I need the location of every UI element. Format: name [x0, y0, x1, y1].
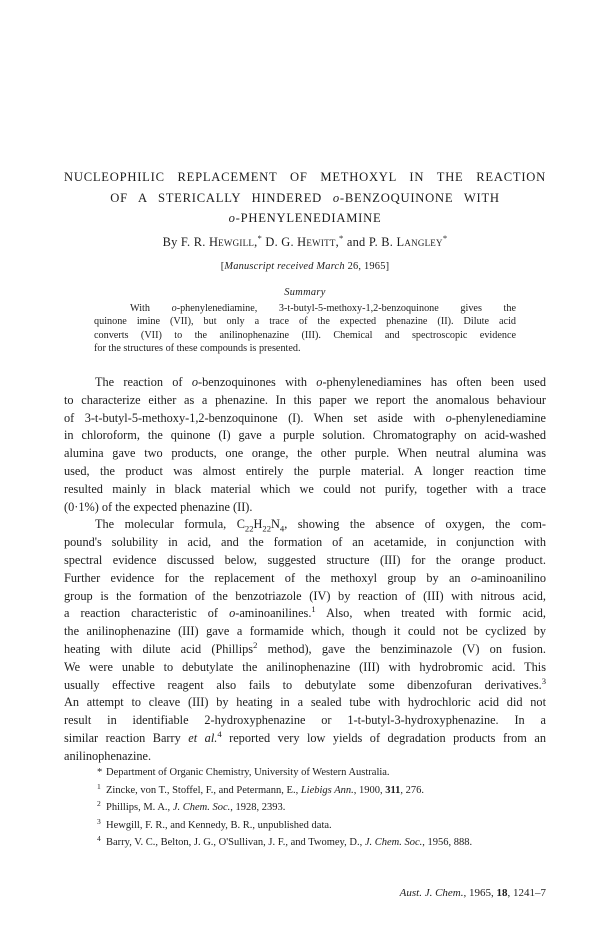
- text-run: Zincke, von T., Stoffel, F., and Petermann, E.,: [106, 784, 301, 796]
- superscript-ref: *: [338, 232, 344, 243]
- text-run: to characterize either as a phenazine. In this paper we report the anomalous behaviour: [64, 392, 546, 407]
- text-run: The molecular formula, C: [95, 517, 245, 532]
- title-line: [64, 188, 546, 209]
- body-line: [64, 641, 546, 659]
- superscript-ref: *: [257, 232, 263, 243]
- body-line: [64, 659, 546, 677]
- text-run: Department of Organic Chemistry, University of Western Australia.: [106, 767, 390, 778]
- text-run: Also, when treated with formic acid,: [315, 606, 546, 621]
- text-run: in chloroform, the quinone (I) gave a purple solution. Chromatography on acid-washed: [64, 428, 546, 443]
- text-run: , showing the absence of oxygen, the com-: [284, 517, 546, 532]
- text-run: , 1956, 888.: [422, 837, 473, 849]
- italic-text: o: [229, 606, 236, 621]
- text-run: OF A STERICALLY HINDERED: [110, 190, 333, 205]
- text-run: and: [343, 235, 369, 249]
- italic-text: o: [171, 303, 177, 314]
- text-run: -aminoanilino: [477, 570, 546, 585]
- italic-text: Liebigs Ann.: [300, 784, 354, 796]
- bold-text: 311: [385, 784, 401, 796]
- author-name: P. B. Langley: [368, 235, 443, 249]
- text-run: alumina gave two products, one orange, the other purple. When neutral alumina was: [64, 446, 546, 461]
- text-run: [: [220, 261, 225, 272]
- summary-line: [94, 315, 516, 328]
- text-run: , 1241–7: [507, 887, 546, 899]
- subscript-number: 22: [262, 523, 272, 534]
- text-run: quinone imine (VII), but only a trace of the expected phenazine (II). Dilute acid: [94, 316, 516, 328]
- body-line: [64, 392, 546, 410]
- footnote: [97, 817, 549, 835]
- text-run: spectral evidence discussed below, suggested structure (III) for the orange product.: [64, 552, 546, 567]
- text-run: , 1900,: [353, 784, 386, 796]
- body-line: [64, 552, 546, 570]
- italic-text: o: [316, 375, 323, 389]
- italic-text: o: [332, 190, 340, 205]
- summary-line: [94, 302, 516, 315]
- body-line: [64, 374, 546, 392]
- article-title: [64, 167, 546, 229]
- footnote: [97, 764, 549, 782]
- subscript-number: 22: [244, 523, 254, 534]
- text-run: NUCLEOPHILIC REPLACEMENT OF METHOXYL IN THE REACTION: [64, 170, 546, 184]
- summary-heading: [64, 286, 546, 300]
- italic-text: J. Chem. Soc.: [364, 837, 423, 849]
- text-run: The reaction of: [95, 375, 192, 389]
- body-line: [64, 445, 546, 463]
- superscript-ref: 3: [541, 675, 546, 686]
- footnote-marker: *: [97, 767, 103, 778]
- title-line: [64, 208, 546, 229]
- footnote-marker: 3: [97, 816, 101, 826]
- text-run: Further evidence for the replacement of the methoxyl group by an: [64, 570, 471, 585]
- text-run: By: [162, 235, 181, 249]
- text-run: Phillips, M. A.,: [106, 802, 173, 814]
- subscript-number: 4: [279, 523, 285, 534]
- footnote: [97, 834, 549, 852]
- text-run: (0·1%) of the expected phenazine (II).: [64, 499, 253, 514]
- summary-abstract: [94, 302, 516, 355]
- author-name: D. G. Hewitt,: [262, 235, 339, 249]
- text-run: a reaction characteristic of: [64, 606, 230, 621]
- superscript-ref: 1: [311, 604, 316, 615]
- italic-text: o: [228, 211, 236, 225]
- author-byline: [64, 233, 546, 251]
- body-line: [64, 730, 546, 748]
- text-run: resulted mainly in black material which we could not purify, together with a trace: [64, 481, 546, 496]
- italic-text: Manuscript received March: [224, 261, 345, 272]
- body-line: [64, 481, 546, 499]
- text-run: Hewgill, F. R., and Kennedy, B. R., unpublished data.: [106, 819, 332, 831]
- text-run: 1965,: [466, 887, 497, 899]
- text-run: for the structures of these compounds is presented.: [94, 342, 301, 354]
- body-paragraph: [64, 374, 546, 516]
- body-line: [64, 712, 546, 730]
- text-run: pound's solubility in acid, and the formation of an acetamide, in conjunction with: [64, 535, 546, 550]
- text-run: Barry, V. C., Belton, J. G., O'Sullivan, J. F., and Twomey, D.,: [106, 837, 365, 849]
- body-line: [64, 748, 546, 766]
- body-line: [64, 623, 546, 641]
- text-run: similar reaction Barry: [64, 730, 189, 745]
- body-line: [64, 499, 546, 517]
- footnote: [97, 782, 549, 800]
- text-run: -PHENYLENEDIAMINE: [235, 211, 382, 225]
- body-line: [64, 694, 546, 712]
- body-paragraph: [64, 516, 546, 765]
- text-run: , 276.: [400, 784, 425, 796]
- text-run: heating with dilute acid (Phillips: [64, 641, 254, 656]
- footnotes: [97, 764, 549, 852]
- footnote-marker: 1: [97, 781, 101, 791]
- text-run: -benzoquinones with: [197, 375, 317, 389]
- summary-line: [94, 342, 516, 355]
- italic-text: o: [445, 410, 452, 425]
- italic-text: o: [470, 570, 478, 585]
- text-run: converts (VII) to the anilinophenazine (III). Chemical and spectroscopic evidence: [94, 329, 516, 341]
- italic-text: o: [191, 375, 198, 389]
- text-run: -phenylenediamines has often been used: [322, 375, 547, 389]
- footnote-marker: 4: [97, 834, 101, 844]
- text-run: result in identifiable 2-hydroxyphenazine or 1-t-butyl-3-hydroxyphenazine. In a: [64, 713, 546, 728]
- body-text: [64, 374, 546, 766]
- title-line: [64, 167, 546, 188]
- summary-line: [94, 329, 516, 342]
- footnote: [97, 799, 549, 817]
- text-run: reported very low yields of degradation products from an: [221, 730, 546, 745]
- text-run: -phenylenediamine, 3-t-butyl-5-methoxy-1,2-benzoquinone gives the: [176, 303, 516, 314]
- received-line: [64, 260, 546, 274]
- text-run: of 3-t-butyl-5-methoxy-1,2-benzoquinone (I). When set aside with: [64, 410, 446, 425]
- body-line: [64, 588, 546, 606]
- superscript-ref: 2: [253, 639, 258, 650]
- text-run: , 1928, 2393.: [230, 802, 286, 814]
- text-run: An attempt to cleave (III) by heating in a sealed tube with hydrochloric acid did not: [64, 695, 546, 710]
- received-date: [64, 260, 546, 274]
- italic-text: et al.: [188, 730, 218, 745]
- citation-line: [300, 885, 546, 901]
- text-run: the anilinophenazine (III) gave a formamide which, though it could not be cyclized by: [64, 624, 546, 639]
- text-run: -phenylenediamine: [451, 410, 546, 425]
- summary-heading-text: Summary: [284, 287, 326, 298]
- body-line: [64, 534, 546, 552]
- italic-text: J. Chem. Soc.: [172, 802, 231, 814]
- text-run: 26, 1965]: [344, 261, 390, 272]
- journal-citation: [300, 885, 546, 901]
- italic-text: Aust. J. Chem.,: [399, 887, 467, 899]
- text-run: usually effective reagent also fails to debutylate some dibenzofuran derivatives.: [64, 677, 542, 692]
- body-line: [64, 516, 546, 534]
- body-line: [64, 677, 546, 695]
- text-run: H: [253, 517, 263, 532]
- body-line: [64, 605, 546, 623]
- text-run: -aminoanilines.: [235, 606, 312, 621]
- author-name: F. R. Hewgill,: [180, 235, 258, 249]
- body-line: [64, 427, 546, 445]
- text-run: -BENZOQUINONE WITH: [339, 190, 500, 205]
- text-run: N: [271, 517, 280, 532]
- body-line: [64, 570, 546, 588]
- bold-text: 18: [496, 887, 508, 899]
- text-run: method), gave the benziminazole (V) on fusion.: [257, 641, 546, 656]
- text-run: With: [130, 303, 172, 314]
- body-line: [64, 410, 546, 428]
- text-run: anilinophenazine.: [64, 748, 152, 763]
- text-run: group is the formation of the benzotriazole (IV) by reaction of (III) with nitrous acid,: [64, 588, 546, 603]
- body-line: [64, 463, 546, 481]
- superscript-ref: *: [442, 232, 448, 243]
- text-run: We were unable to debutylate the anilinophenazine (III) with hydrobromic acid. This: [64, 659, 546, 674]
- text-run: used, the product was almost entirely the purple material. A longer reaction time: [64, 463, 546, 478]
- superscript-ref: 4: [217, 728, 222, 739]
- footnote-marker: 2: [97, 799, 101, 809]
- byline-line: [64, 233, 546, 251]
